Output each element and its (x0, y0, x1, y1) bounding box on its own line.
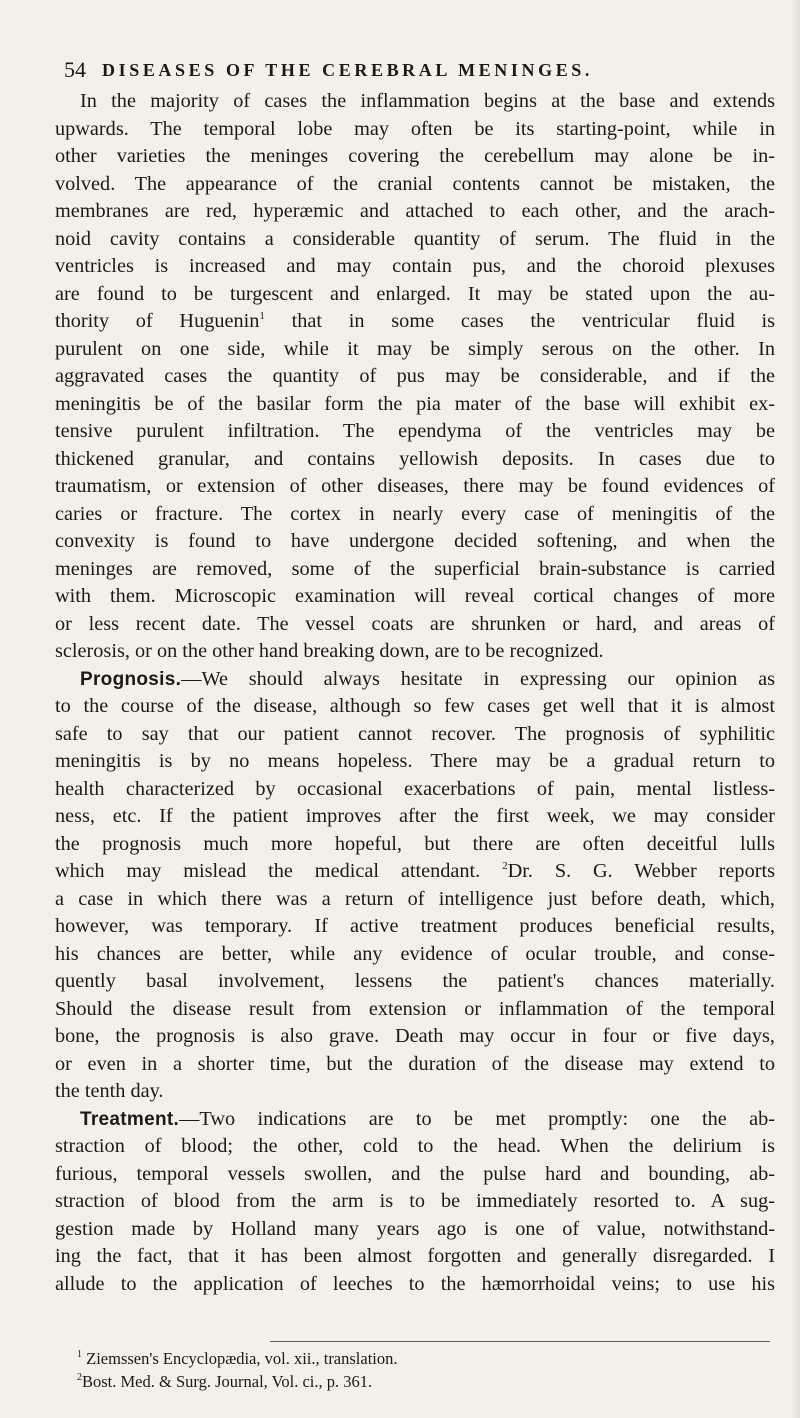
text-line (55, 446, 775, 474)
text-line (55, 776, 775, 804)
line-text: —Two indications are to be met promptly: one the ab- (179, 1107, 775, 1130)
text-line (55, 968, 775, 996)
line-text: which may mislead the medical attendant. (55, 860, 503, 882)
text-line (55, 253, 775, 281)
line-text: however, was temporary. If active treatment produces beneficial results, (55, 915, 775, 937)
line-text: a case in which there was a return of intelligence just before death, which, (55, 887, 775, 910)
footnote-marker: 1 (259, 310, 265, 322)
text-line (55, 1243, 775, 1271)
line-text: meningitis be of the basilar form the pia mater of the base will exhibit ex- (55, 392, 775, 415)
line-text: quently basal involvement, lessens the patient's chances materially. (55, 970, 775, 992)
line-text: convexity is found to have undergone decided softening, and when the (55, 530, 775, 552)
line-text: sclerosis, or on the other hand breaking down, are to be recognized. (55, 640, 604, 662)
line-text: with them. Microscopic examination will reveal cortical changes of more (55, 585, 775, 607)
footnote-text: Bost. Med. & Surg. Journal, Vol. ci., p. 361. (82, 1372, 373, 1391)
text-line (55, 281, 775, 309)
text-line (55, 171, 775, 199)
line-text: meninges are removed, some of the superficial brain-substance is carried (55, 557, 775, 580)
line-text: upwards. The temporal lobe may often be its starting-point, while in (55, 117, 775, 140)
line-text: other varieties the meninges covering the cerebellum may alone be in- (55, 145, 775, 167)
line-text: aggravated cases the quantity of pus may be considerable, and if the (55, 365, 775, 387)
line-text: noid cavity contains a considerable quantity of serum. The fluid in the (55, 227, 775, 250)
text-line (55, 1051, 775, 1079)
text-line (55, 831, 775, 859)
text-line (55, 666, 775, 694)
section-heading: Treatment. (80, 1108, 180, 1130)
footnote-number: 2 (77, 1372, 82, 1383)
text-line (55, 638, 775, 666)
line-text: thickened granular, and contains yellowish deposits. In cases due to (55, 447, 775, 470)
line-text: membranes are red, hyperæmic and attached to each other, and the arach- (55, 200, 775, 222)
line-text: ventricles is increased and may contain pus, and the choroid plexuses (55, 255, 775, 277)
line-text: Should the disease result from extension or inflammation of the temporal (55, 997, 775, 1020)
line-text: bone, the prognosis is also grave. Death may occur in four or five days, (55, 1025, 775, 1047)
page-edge-shadow (790, 0, 800, 1418)
line-text: gestion made by Holland many years ago is one of value, notwithstand- (55, 1217, 775, 1240)
line-text: allude to the application of leeches to the hæmorrhoidal veins; to use his (55, 1272, 775, 1295)
text-line (55, 528, 775, 556)
text-line (55, 226, 775, 254)
text-line (55, 418, 775, 446)
footnote-text: Ziemssen's Encyclopædia, vol. xii., translation. (82, 1349, 398, 1368)
line-text: furious, temporal vessels swollen, and the pulse hard and bounding, ab- (55, 1162, 775, 1185)
page-header (64, 55, 704, 85)
text-line (55, 1188, 775, 1216)
running-head: DISEASES OF THE CEREBRAL MENINGES. (102, 60, 594, 80)
page-number: 54 (64, 57, 86, 82)
line-text: volved. The appearance of the cranial contents cannot be mistaken, the (55, 172, 775, 195)
text-line (55, 721, 775, 749)
line-text: or even in a shorter time, but the duration of the disease may extend to (55, 1052, 775, 1075)
text-line (55, 116, 775, 144)
text-line (55, 1078, 775, 1106)
section-heading: Prognosis. (80, 668, 182, 690)
text-line (55, 143, 775, 171)
line-text: straction of blood from the arm is to be immediately resorted to. A sug- (55, 1190, 775, 1212)
line-text: meningitis is by no means hopeless. There may be a gradual return to (55, 750, 775, 772)
text-line (55, 748, 775, 776)
text-line (55, 363, 775, 391)
line-text: tensive purulent infiltration. The ependyma of the ventricles may be (55, 420, 775, 442)
footnotes (77, 1347, 777, 1393)
text-line (55, 1106, 775, 1134)
line-text: the prognosis much more hopeful, but there are often deceitful lulls (55, 832, 775, 855)
text-line (55, 473, 775, 501)
text-line (55, 391, 775, 419)
line-text: to the course of the disease, although so few cases get well that it is almost (55, 695, 775, 717)
line-text: are found to be turgescent and enlarged. It may be stated upon the au- (55, 282, 775, 305)
footnote-number: 1 (77, 1349, 82, 1360)
text-line (55, 198, 775, 226)
text-line (55, 611, 775, 639)
line-text: caries or fracture. The cortex in nearly every case of meningitis of the (55, 502, 775, 525)
text-line (55, 941, 775, 969)
text-line (55, 1161, 775, 1189)
footnote-marker: 2 (502, 860, 508, 872)
footnote (77, 1347, 777, 1370)
text-line (55, 913, 775, 941)
line-text: ing the fact, that it has been almost forgotten and generally disregarded. I (55, 1245, 775, 1267)
line-text: thority of Huguenin (55, 310, 260, 332)
text-line (55, 693, 775, 721)
line-text: —We should always hesitate in expressing our opinion as (181, 667, 775, 690)
line-text-continued: that in some cases the ventricular fluid is (264, 310, 775, 332)
body-text (55, 88, 775, 1298)
text-line (55, 1216, 775, 1244)
line-text: traumatism, or extension of other diseases, there may be found evidences of (55, 475, 775, 497)
line-text: purulent on one side, while it may be simply serous on the other. In (55, 337, 775, 360)
line-text: the tenth day. (55, 1080, 164, 1102)
footnote-divider (270, 1341, 770, 1342)
text-line (55, 501, 775, 529)
text-line (55, 583, 775, 611)
line-text: In the majority of cases the inflammation begins at the base and extends (80, 90, 775, 112)
line-text: safe to say that our patient cannot recover. The prognosis of syphilitic (55, 722, 775, 745)
text-line (55, 1133, 775, 1161)
line-text: ness, etc. If the patient improves after the first week, we may consider (55, 805, 775, 827)
text-line (55, 886, 775, 914)
text-line (55, 1271, 775, 1299)
text-line (55, 308, 775, 336)
footnote (77, 1370, 777, 1393)
line-text: straction of blood; the other, cold to the head. When the delirium is (55, 1135, 775, 1157)
line-text: or less recent date. The vessel coats are shrunken or hard, and areas of (55, 612, 775, 635)
line-text: his chances are better, while any evidence of ocular trouble, and conse- (55, 942, 775, 965)
text-line (55, 336, 775, 364)
line-text-continued: Dr. S. G. Webber reports (507, 860, 775, 882)
text-line (55, 1023, 775, 1051)
text-line (55, 996, 775, 1024)
line-text: health characterized by occasional exacerbations of pain, mental listless- (55, 777, 775, 800)
text-line (55, 803, 775, 831)
text-line (55, 556, 775, 584)
text-line (55, 858, 775, 886)
text-line (55, 88, 775, 116)
